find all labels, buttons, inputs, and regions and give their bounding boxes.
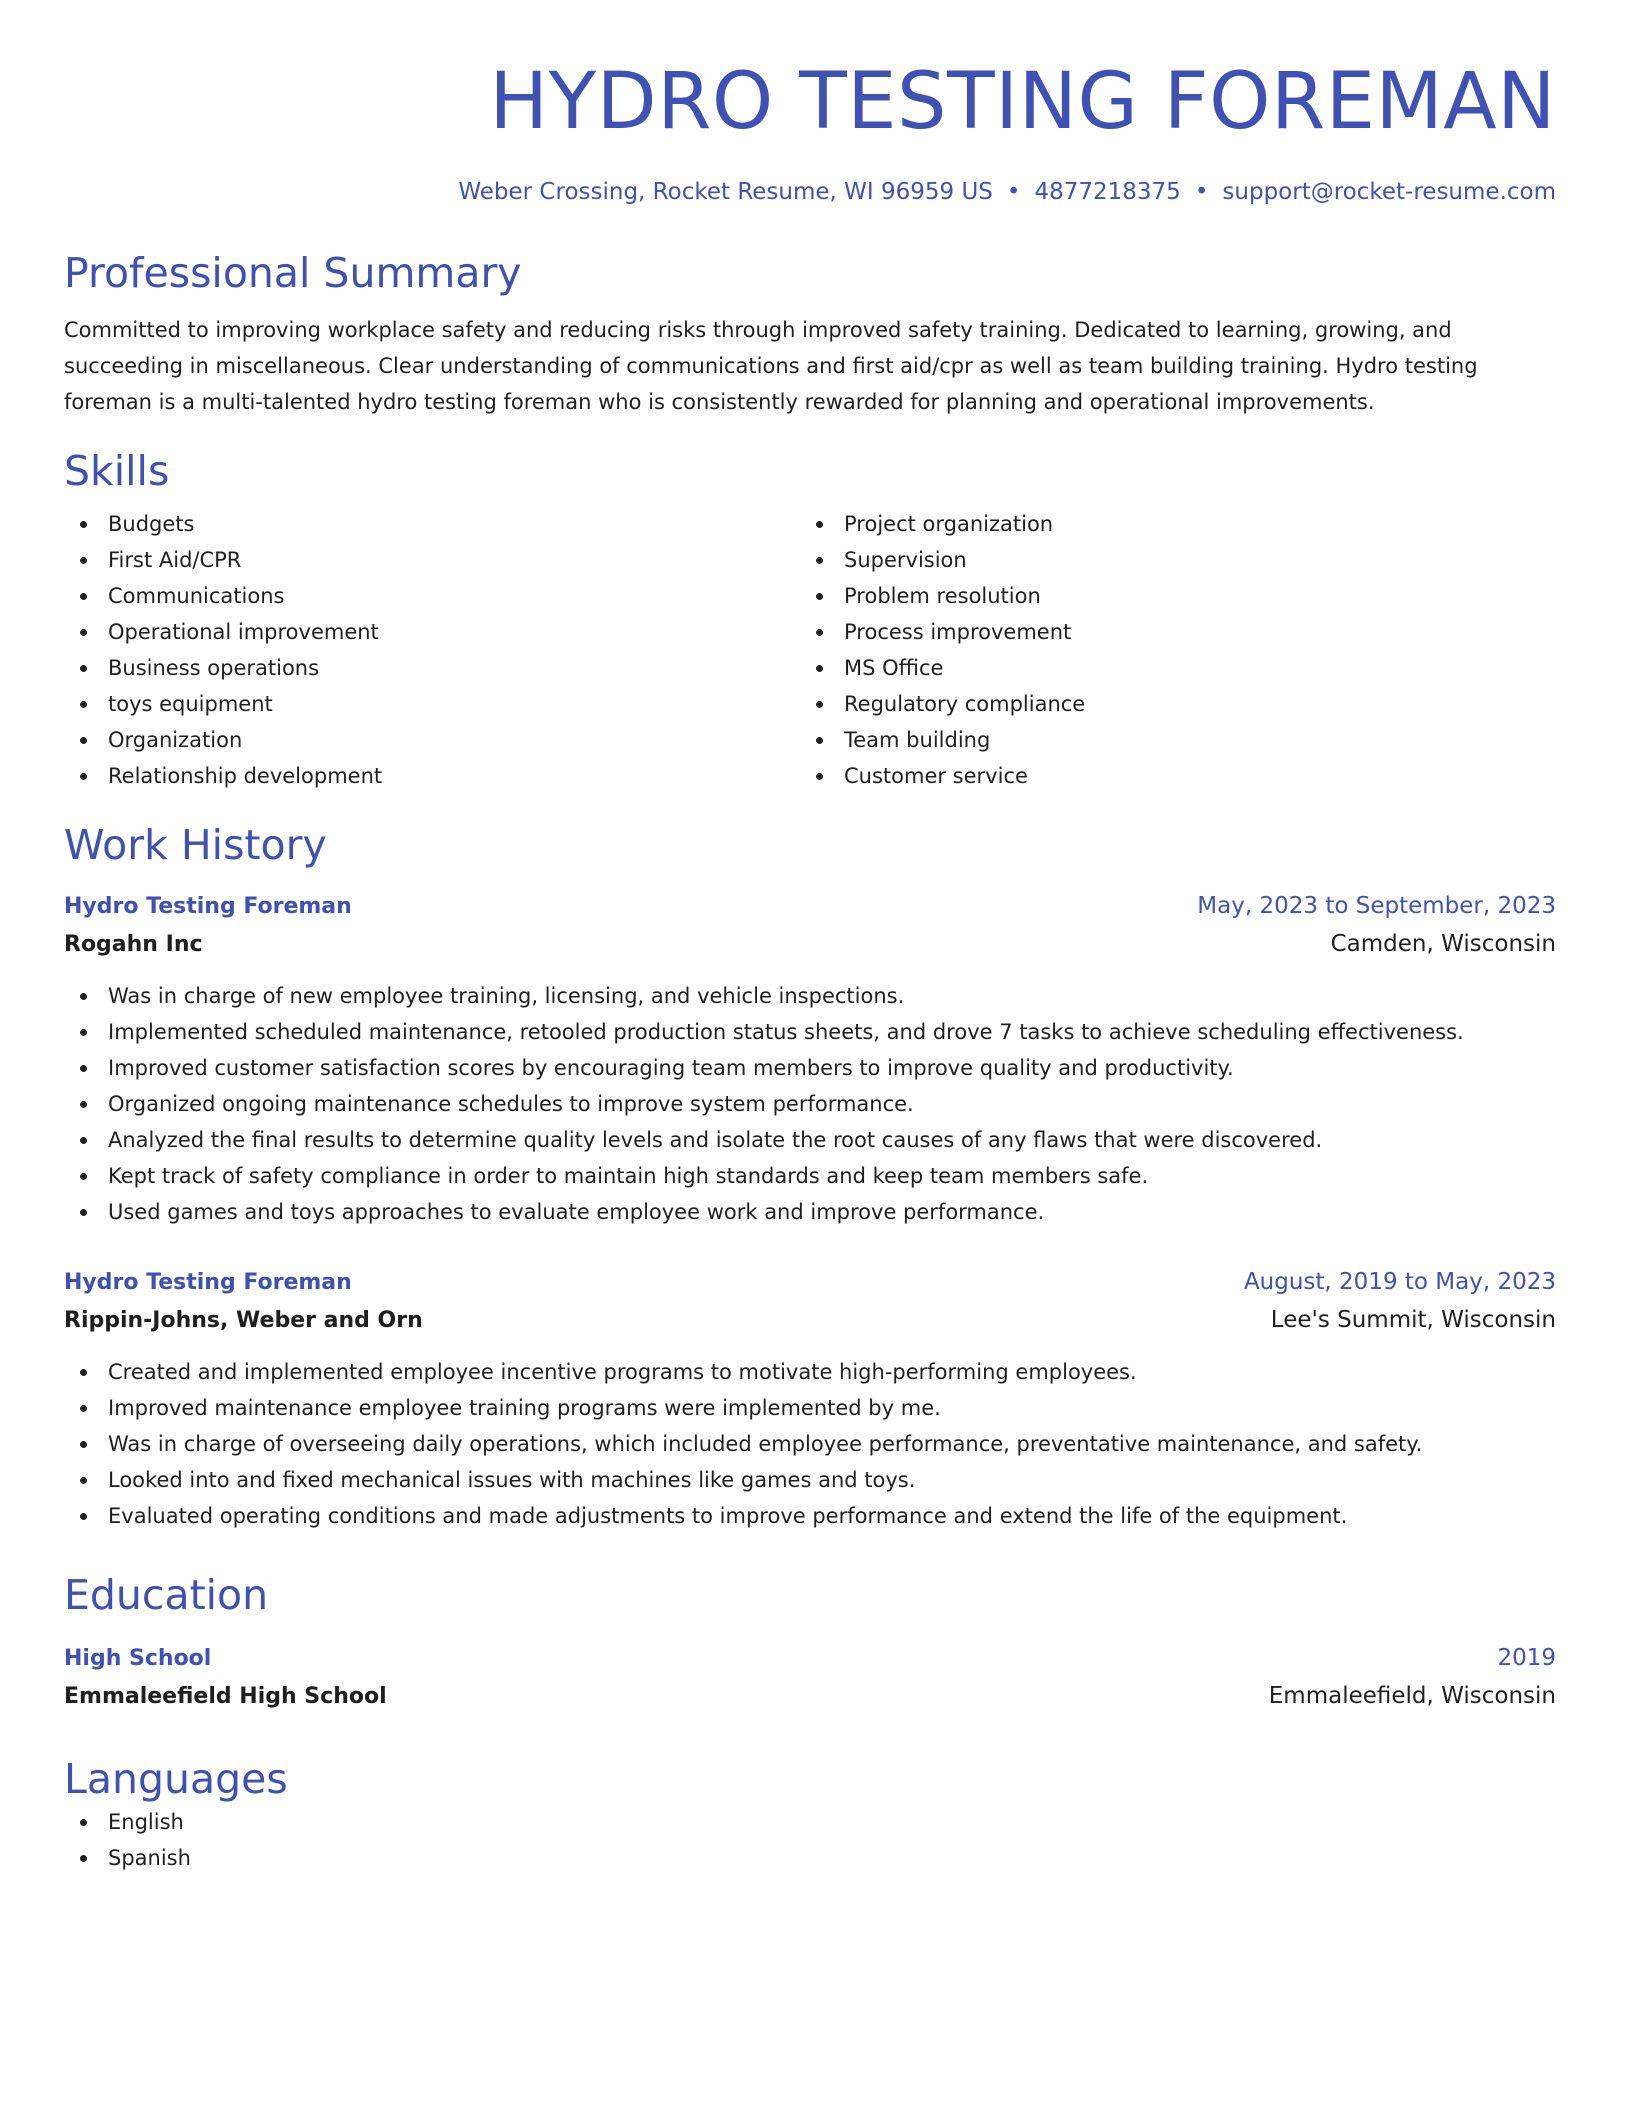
job-duties-list [64,978,1556,1230]
job-location: Lee's Summit, Wisconsin [1270,1307,1556,1333]
company-name: Rippin-Johns, Weber and Orn [64,1308,423,1333]
skill-item: Relationship development [64,758,800,794]
skill-item: Regulatory compliance [800,686,1536,722]
skill-item: Project organization [800,506,1536,542]
job-duty-item: Created and implemented employee incentive programs to motivate high-performing employees. [64,1354,1556,1390]
job-duty-item: Improved customer satisfaction scores by encouraging team members to improve quality and productivity. [64,1050,1556,1086]
education-section [64,1570,1556,1716]
candidate-name: HYDRO TESTING FOREMAN [489,57,1556,147]
separator-dot: • [1006,179,1021,205]
job-duty-item: Was in charge of overseeing daily operations, which included employee performance, preventative maintenance, and safety. [64,1426,1556,1462]
job-entry [64,1264,1556,1534]
summary-section [64,248,1556,420]
skill-item: Supervision [800,542,1536,578]
skill-item: Process improvement [800,614,1536,650]
job-title: Hydro Testing Foreman [64,894,352,919]
job-company-row [64,1301,1556,1340]
phone-text: 4877218375 [1034,179,1181,205]
job-duty-item: Organized ongoing maintenance schedules to improve system performance. [64,1086,1556,1122]
section-title-work-history: Work History [64,821,327,869]
skills-column-right [800,506,1536,794]
job-dates: August, 2019 to May, 2023 [1243,1269,1556,1295]
skill-item: First Aid/CPR [64,542,800,578]
section-title-summary: Professional Summary [64,249,522,297]
job-duty-item: Used games and toys approaches to evaluate employee work and improve performance. [64,1194,1556,1230]
job-duty-item: Implemented scheduled maintenance, retooled production status sheets, and drove 7 tasks to achieve scheduling effectiveness. [64,1014,1556,1050]
skills-list-left [64,506,800,794]
skill-item: Team building [800,722,1536,758]
company-name: Rogahn Inc [64,932,203,957]
languages-list [64,1804,1556,1876]
job-dates: May, 2023 to September, 2023 [1197,893,1556,919]
education-entry [64,1640,1556,1716]
resume-page [64,0,1556,1876]
separator-dot: • [1194,179,1209,205]
skill-item: Business operations [64,650,800,686]
job-duty-item: Was in charge of new employee training, licensing, and vehicle inspections. [64,978,1556,1014]
address-text: Weber Crossing, Rocket Resume, WI 96959 US [458,179,993,205]
languages-section [64,1754,1556,1876]
skill-item: Problem resolution [800,578,1536,614]
education-school-row [64,1677,1556,1716]
section-title-education: Education [64,1571,269,1619]
job-header-row [64,1264,1556,1301]
job-location: Camden, Wisconsin [1330,931,1556,957]
job-duty-item: Kept track of safety compliance in order to maintain high standards and keep team members safe. [64,1158,1556,1194]
job-company-row [64,925,1556,964]
language-item: English [64,1804,1556,1840]
skill-item: Operational improvement [64,614,800,650]
skill-item: Organization [64,722,800,758]
skill-item: MS Office [800,650,1536,686]
degree-title: High School [64,1646,212,1671]
skills-section [64,446,1556,794]
skills-column-left [64,506,800,794]
skill-item: toys equipment [64,686,800,722]
graduation-year: 2019 [1497,1645,1556,1671]
job-duty-item: Evaluated operating conditions and made adjustments to improve performance and extend the life of the equipment. [64,1498,1556,1534]
summary-text: Committed to improving workplace safety and reducing risks through improved safety training. Dedicated to learning, growing, and succeeding in miscellaneous. Clear understanding of communications and first aid/cpr as well as team building training. Hydro testing foreman is a multi-talented hydro testing foreman who is consistently rewarded for planning and operational improvements. [64,318,1478,414]
section-title-skills: Skills [64,447,170,495]
resume-header [64,56,1556,208]
school-location: Emmaleefield, Wisconsin [1268,1683,1556,1709]
school-name: Emmaleefield High School [64,1684,387,1709]
skill-item: Customer service [800,758,1536,794]
job-duties-list [64,1354,1556,1534]
job-title: Hydro Testing Foreman [64,1270,352,1295]
job-entry [64,888,1556,1230]
skill-item: Budgets [64,506,800,542]
skills-grid [64,506,1556,794]
skill-item: Communications [64,578,800,614]
email-link[interactable]: support@rocket-resume.com [1222,179,1556,205]
education-header-row [64,1640,1556,1677]
job-duty-item: Looked into and fixed mechanical issues with machines like games and toys. [64,1462,1556,1498]
skills-list-right [800,506,1536,794]
work-history-section [64,820,1556,1534]
job-duty-item: Analyzed the final results to determine quality levels and isolate the root causes of any flaws that were discovered. [64,1122,1556,1158]
contact-line [64,176,1556,208]
job-header-row [64,888,1556,925]
section-title-languages: Languages [64,1755,288,1803]
language-item: Spanish [64,1840,1556,1876]
job-duty-item: Improved maintenance employee training programs were implemented by me. [64,1390,1556,1426]
